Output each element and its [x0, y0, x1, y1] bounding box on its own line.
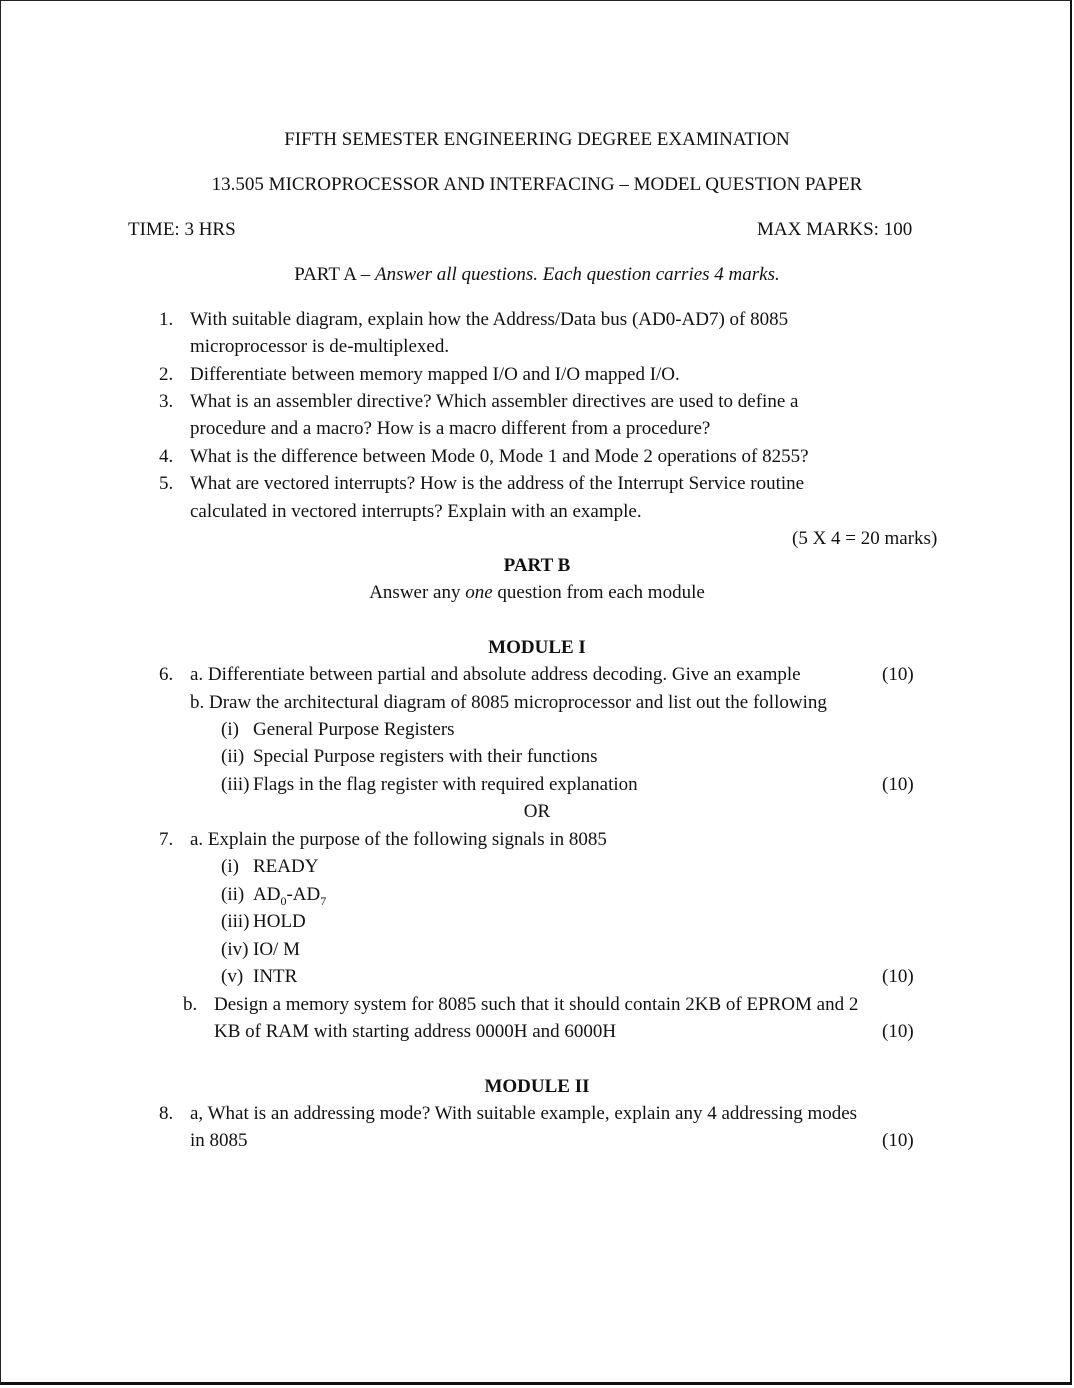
- item-label: (i): [221, 856, 239, 877]
- item-text: READY: [253, 856, 319, 877]
- question-text: in 8085: [190, 1130, 248, 1151]
- question-number: 1.: [159, 309, 174, 330]
- sub-question-label: b.: [183, 994, 198, 1015]
- item-label: (iii): [221, 911, 250, 932]
- question-text: Design a memory system for 8085 such that it should contain 2KB of EPROM and 2: [214, 994, 859, 1015]
- item-text: IO/ M: [253, 939, 300, 960]
- question-number: 2.: [159, 364, 174, 385]
- question-text: a. Differentiate between partial and absolute address decoding. Give an example: [190, 664, 801, 685]
- item-text: Special Purpose registers with their functions: [253, 746, 598, 767]
- question-text: What is the difference between Mode 0, Mode 1 and Mode 2 operations of 8255?: [190, 446, 809, 467]
- subscript: 7: [320, 893, 327, 908]
- max-marks: MAX MARKS: 100: [757, 219, 913, 240]
- question-number: 8.: [159, 1103, 174, 1124]
- question-number: 3.: [159, 391, 174, 412]
- item-label: (ii): [221, 746, 245, 767]
- signal-name: AD: [253, 884, 281, 905]
- part-b-title: PART B: [503, 555, 571, 576]
- question-number: 4.: [159, 446, 174, 467]
- question-text: a, What is an addressing mode? With suitable example, explain any 4 addressing modes: [190, 1103, 858, 1124]
- question-text: KB of RAM with starting address 0000H and 6000H: [214, 1021, 617, 1042]
- time-allowed: TIME: 3 HRS: [128, 219, 236, 240]
- marks: (10): [882, 1021, 914, 1042]
- question-text: With suitable diagram, explain how the Address/Data bus (AD0-AD7) of 8085: [190, 309, 789, 330]
- question-number: 6.: [159, 664, 174, 685]
- item-label: (iv): [221, 939, 249, 960]
- item-label: (ii): [221, 884, 245, 905]
- module-1-title: MODULE I: [488, 637, 586, 658]
- subscript: 0: [280, 893, 287, 908]
- or-separator: OR: [523, 801, 551, 822]
- part-b-instruction-text: question from each module: [492, 582, 705, 603]
- question-text: Differentiate between memory mapped I/O and I/O mapped I/O.: [190, 364, 680, 385]
- item-text: HOLD: [253, 911, 306, 932]
- marks: (10): [882, 774, 914, 795]
- item-text: Flags in the flag register with required explanation: [253, 774, 638, 795]
- item-label: (iii): [221, 774, 250, 795]
- part-a-total-marks: (5 X 4 = 20 marks): [792, 528, 938, 549]
- module-2-title: MODULE II: [484, 1076, 590, 1097]
- part-b-instruction: [1, 581, 1073, 605]
- item-text: General Purpose Registers: [253, 719, 455, 740]
- part-b-instruction-text: Answer any: [369, 582, 466, 603]
- item-label: (i): [221, 719, 239, 740]
- item-text: INTR: [253, 966, 298, 987]
- question-number: 7.: [159, 829, 174, 850]
- question-text: a. Explain the purpose of the following signals in 8085: [190, 829, 607, 850]
- question-text: procedure and a macro? How is a macro different from a procedure?: [190, 418, 711, 439]
- paper-title: 13.505 MICROPROCESSOR AND INTERFACING – MODEL QUESTION PAPER: [211, 174, 863, 195]
- part-a-instruction: Answer all questions. Each question carries 4 marks.: [374, 264, 780, 285]
- item-label: (v): [221, 966, 244, 987]
- question-text: microprocessor is de-multiplexed.: [190, 336, 450, 357]
- question-text: b. Draw the architectural diagram of 8085 microprocessor and list out the following: [190, 692, 827, 713]
- part-a-title: PART A –: [294, 264, 375, 285]
- part-b-instruction-emphasis: one: [465, 582, 493, 603]
- signal-name: -AD: [286, 884, 321, 905]
- marks: (10): [882, 1130, 914, 1151]
- item-text: [253, 883, 326, 913]
- marks: (10): [882, 664, 914, 685]
- exam-title: FIFTH SEMESTER ENGINEERING DEGREE EXAMINATION: [284, 129, 790, 150]
- marks: (10): [882, 966, 914, 987]
- part-a-heading: [1, 263, 1073, 287]
- question-text: What are vectored interrupts? How is the address of the Interrupt Service routine: [190, 473, 805, 494]
- question-text: calculated in vectored interrupts? Explain with an example.: [190, 501, 642, 522]
- question-number: 5.: [159, 473, 174, 494]
- question-text: What is an assembler directive? Which assembler directives are used to define a: [190, 391, 799, 412]
